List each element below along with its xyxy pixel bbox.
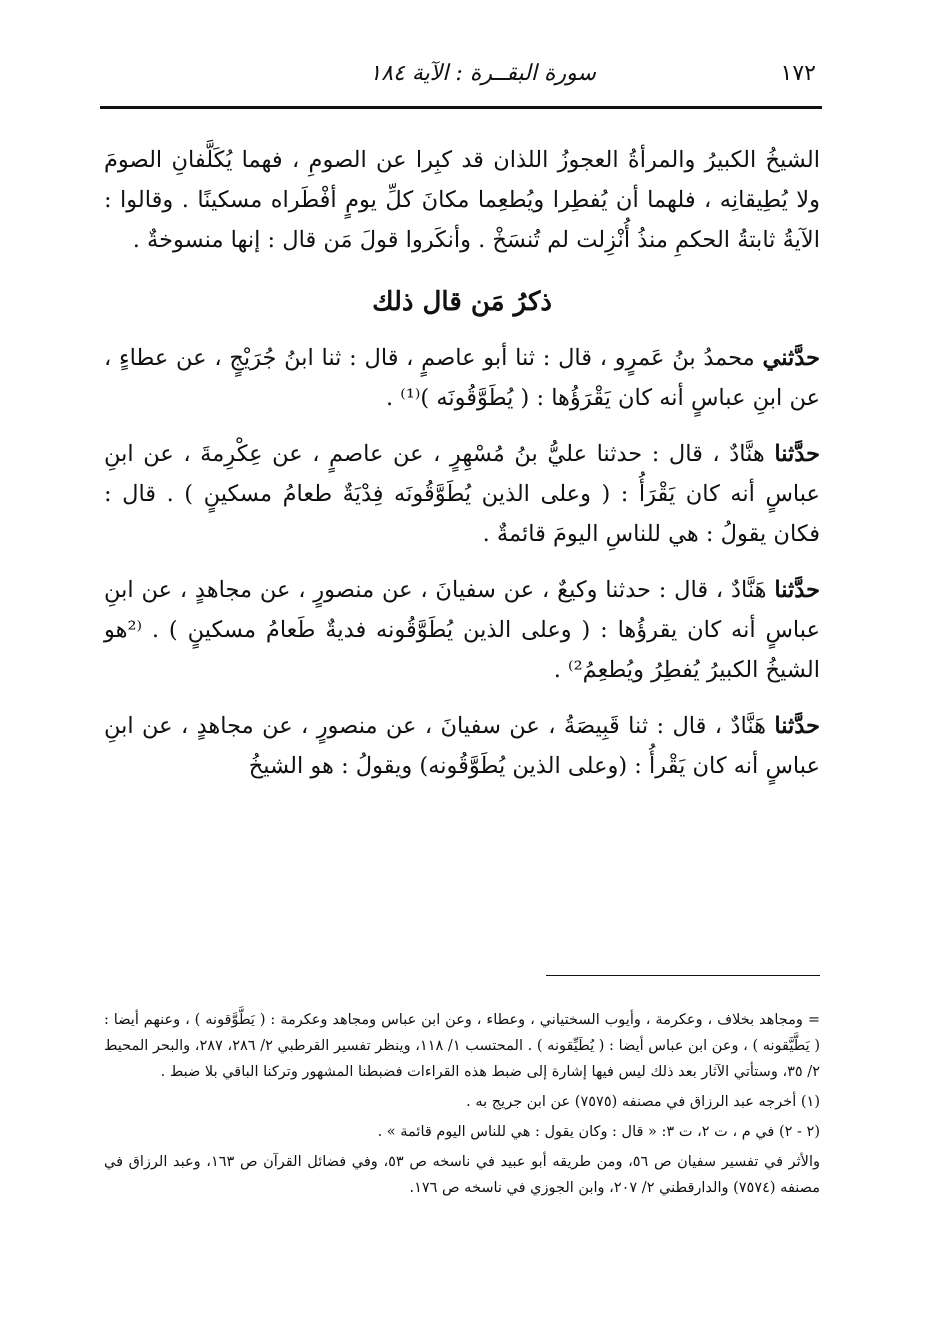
page-header [100,58,820,94]
footnote-2: (٢ - ٢) في م ، ت ٢، ت ٣: « قال : وكان يقول : هي للناس اليوم قائمة » . [377,1124,820,1140]
narration-lead: حدَّثني [762,345,820,371]
section-heading: ذكرُ مَن قال ذلك [372,287,552,317]
hadith-paragraph-3 [104,570,820,690]
narration-lead: حدَّثنا [774,577,820,603]
narration-lead: حدَّثنا [774,713,820,739]
hadith-paragraph-1 [104,338,820,418]
footnote-divider [546,975,820,976]
narration-text: هَنَّادٌ ، قال : ثنا قَبِيصَةُ ، عن سفيانَ ، عن منصورٍ ، عن مجاهدٍ ، عن ابنِ عباسٍ أنه كان يَقْرأُ : (وعلى الذين يُطَوَّقُونه) ويقولُ : هو الشيخُ [104,713,820,779]
narration-text: هنَّادٌ ، قال : حدثنا عليُّ بنُ مُسْهِرٍ ، عن عاصمٍ ، عن عِكْرِمةَ ، عن ابنِ عباسٍ أنه كان يَقْرَأُ : ( وعلى الذين يُطَوَّقُونَه فِدْيَةٌ طعامُ مسكينٍ ) . قال : فكان يقولُ : هي للناسِ اليومَ قائمةٌ . [104,441,820,547]
page-number: ١٧٢ [780,61,816,86]
header-divider [100,106,822,109]
main-text [104,140,820,802]
hadith-paragraph-2 [104,434,820,554]
footnote-1: (١) أخرجه عبد الرزاق في مصنفه (٧٥٧٥) عن ابن جريج به . [466,1094,820,1110]
narration-text: هَنَّادٌ ، قال : حدثنا وكيعٌ ، عن سفيانَ ، عن منصورٍ ، عن مجاهدٍ ، عن ابنِ عباسٍ أنه كان يقرؤُها : ( وعلى الذين يُطَوَّقُونه فديةٌ طَعامُ مسكينٍ ) . ⁽²هو الشيخُ الكبيرُ يُفطِرُ ويُطعِمُ²⁾ . [104,577,820,683]
hadith-paragraph-4 [104,706,820,786]
running-title: سورة البقــرة : الآية ١٨٤ [369,61,596,86]
footnote-2-source: والأثر في تفسير سفيان ص ٥٦، ومن طريقه أبو عبيد في ناسخه ص ٥٣، وفي فضائل القرآن ص ١٦٣، وعبد الرزاق في مصنفه (٧٥٧٤) والدارقطني ٢/ ٢٠٧، وابن الجوزي في ناسخه ص ١٧٦. [104,1154,820,1196]
footnotes [104,1007,820,1205]
narration-lead: حدَّثنا [774,441,820,467]
footnote-continuation: = ومجاهد بخلاف ، وعكرمة ، وأيوب السختياني ، وعطاء ، وعن ابن عباس ومجاهد وعكرمة : ( يَطَّوَّقونه ) ، وعنهم أيضا : ( يَطَّيَّقونه ) ، وعن ابن عباس أيضا : ( يُطَيِّقونه ) . المحتسب ١/ ١١٨، وينظر تفسير القرطبي ٢/ ٢٨٦، ٢٨٧، والبحر المحيط ٢/ ٣٥، وستأتي الآثار بعد ذلك ليس فيها إشارة إلى ضبط هذه القراءات فضبطنا المشهور وتركنا الباقي بلا ضبط . [104,1012,820,1080]
intro-paragraph: الشيخُ الكبيرُ والمرأةُ العجوزُ اللذان قد كبِرا عن الصومِ ، فهما يُكَلَّفانِ الصومَ ولا يُطِيقانِه ، فلهما أن يُفطِرا ويُطعِما مكانَ كلِّ يومٍ أفْطَراه مسكينًا . وقالوا : الآيةُ ثابتةُ الحكمِ منذُ أُنْزِلت لم تُنسَخْ . وأنكَروا قولَ مَن قال : إنها منسوخةٌ . [104,147,820,253]
narration-text: محمدُ بنُ عَمرٍو ، قال : ثنا أبو عاصمٍ ، قال : ثنا ابنُ جُرَيْجٍ ، عن عطاءٍ ، عن ابنِ عباسٍ أنه كان يَقْرَؤُها : ( يُطَوَّقُونَه )⁽¹⁾ . [104,345,820,411]
